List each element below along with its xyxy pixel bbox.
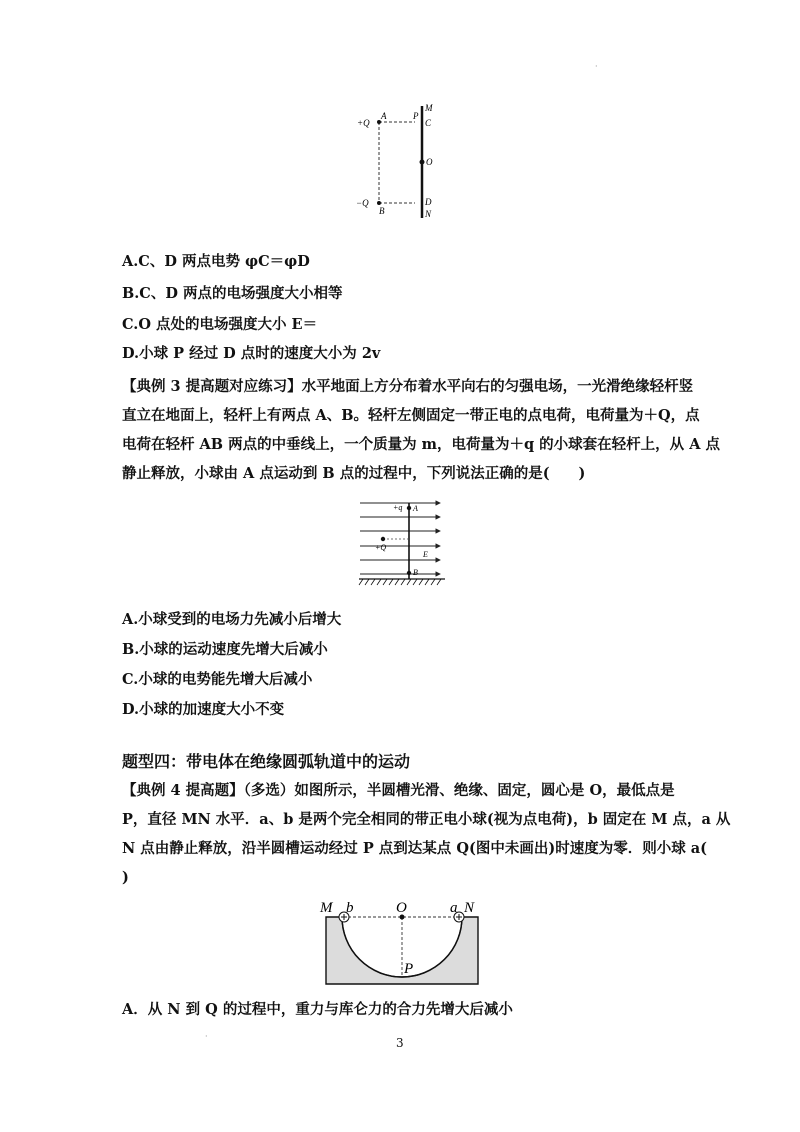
label-p: P — [404, 961, 414, 977]
q2-option-c: C.小球的电势能先增大后减小 — [122, 671, 313, 688]
label-plus-q-small: +q — [393, 503, 403, 512]
q3-option-a: A．从 N 到 Q 的过程中，重力与库仑力的合力先增大后减小 — [122, 1001, 513, 1018]
label-b: b — [346, 900, 354, 916]
example-4-line: ) — [122, 869, 129, 886]
label-a: a — [450, 900, 458, 916]
example-3-text — [122, 372, 721, 488]
label-d: D — [425, 197, 432, 207]
example-4-line: P，直径 MN 水平．a、b 是两个完全相同的带正电小球(视为点电荷)，b 固定在 M 点，a 从 — [122, 811, 731, 828]
figure-field-rod — [355, 495, 455, 590]
label-p: P — [413, 111, 419, 121]
speck: · — [595, 62, 598, 71]
q1-option-b: B.C、D 两点的电场强度大小相等 — [122, 285, 343, 302]
label-n: N — [425, 209, 432, 219]
q2-option-b: B.小球的运动速度先增大后减小 — [122, 641, 328, 658]
label-m: M — [425, 103, 433, 113]
label-a: A — [413, 504, 418, 513]
figure-two-charges-rod — [355, 100, 445, 225]
label-a: A — [381, 111, 387, 121]
label-b: B — [379, 206, 385, 216]
label-c: C — [425, 118, 432, 128]
label-b: B — [413, 568, 418, 577]
label-e: E — [423, 550, 428, 559]
q2-option-a: A.小球受到的电场力先减小后增大 — [122, 611, 342, 628]
label-n: N — [464, 900, 475, 916]
example-4-line: 【典例 4 提高题】（多选）如图所示，半圆槽光滑、绝缘、固定，圆心是 O，最低点是 — [122, 782, 675, 799]
q1-option-d: D.小球 P 经过 D 点时的速度大小为 2v — [122, 345, 381, 362]
example-4-text — [122, 776, 731, 892]
page-number: 3 — [396, 1036, 404, 1050]
speck: · — [205, 1032, 208, 1041]
example-3-line: 电荷在轻杆 AB 两点的中垂线上，一个质量为 m，电荷量为＋q 的小球套在轻杆上，从 A 点 — [122, 436, 721, 453]
label-minus-q: −Q — [356, 198, 369, 208]
label-o: O — [396, 900, 407, 916]
q1-option-c: C.O 点处的电场强度大小 E＝ — [122, 316, 318, 333]
example-3-line: 【典例 3 提高题对应练习】水平地面上方分布着水平向右的匀强电场，一光滑绝缘轻杆竖 — [122, 378, 694, 395]
example-3-line: 静止释放，小球由 A 点运动到 B 点的过程中，下列说法正确的是( ) — [122, 465, 586, 482]
label-o: O — [426, 157, 433, 167]
label-plus-big-q: +Q — [375, 543, 387, 552]
q2-option-d: D.小球的加速度大小不变 — [122, 701, 285, 718]
section-heading: 题型四：带电体在绝缘圆弧轨道中的运动 — [122, 752, 411, 771]
label-plus-q: +Q — [357, 118, 370, 128]
figure-semicircle-groove — [318, 895, 488, 990]
q1-option-a: A.C、D 两点电势 φC＝φD — [122, 253, 310, 270]
label-m: M — [320, 900, 333, 916]
example-4-line: N 点由静止释放，沿半圆槽运动经过 P 点到达某点 Q(图中未画出)时速度为零．则小球 a( — [122, 840, 708, 857]
example-3-line: 直立在地面上，轻杆上有两点 A、B。轻杆左侧固定一带正电的点电荷，电荷量为＋Q，点 — [122, 407, 700, 424]
